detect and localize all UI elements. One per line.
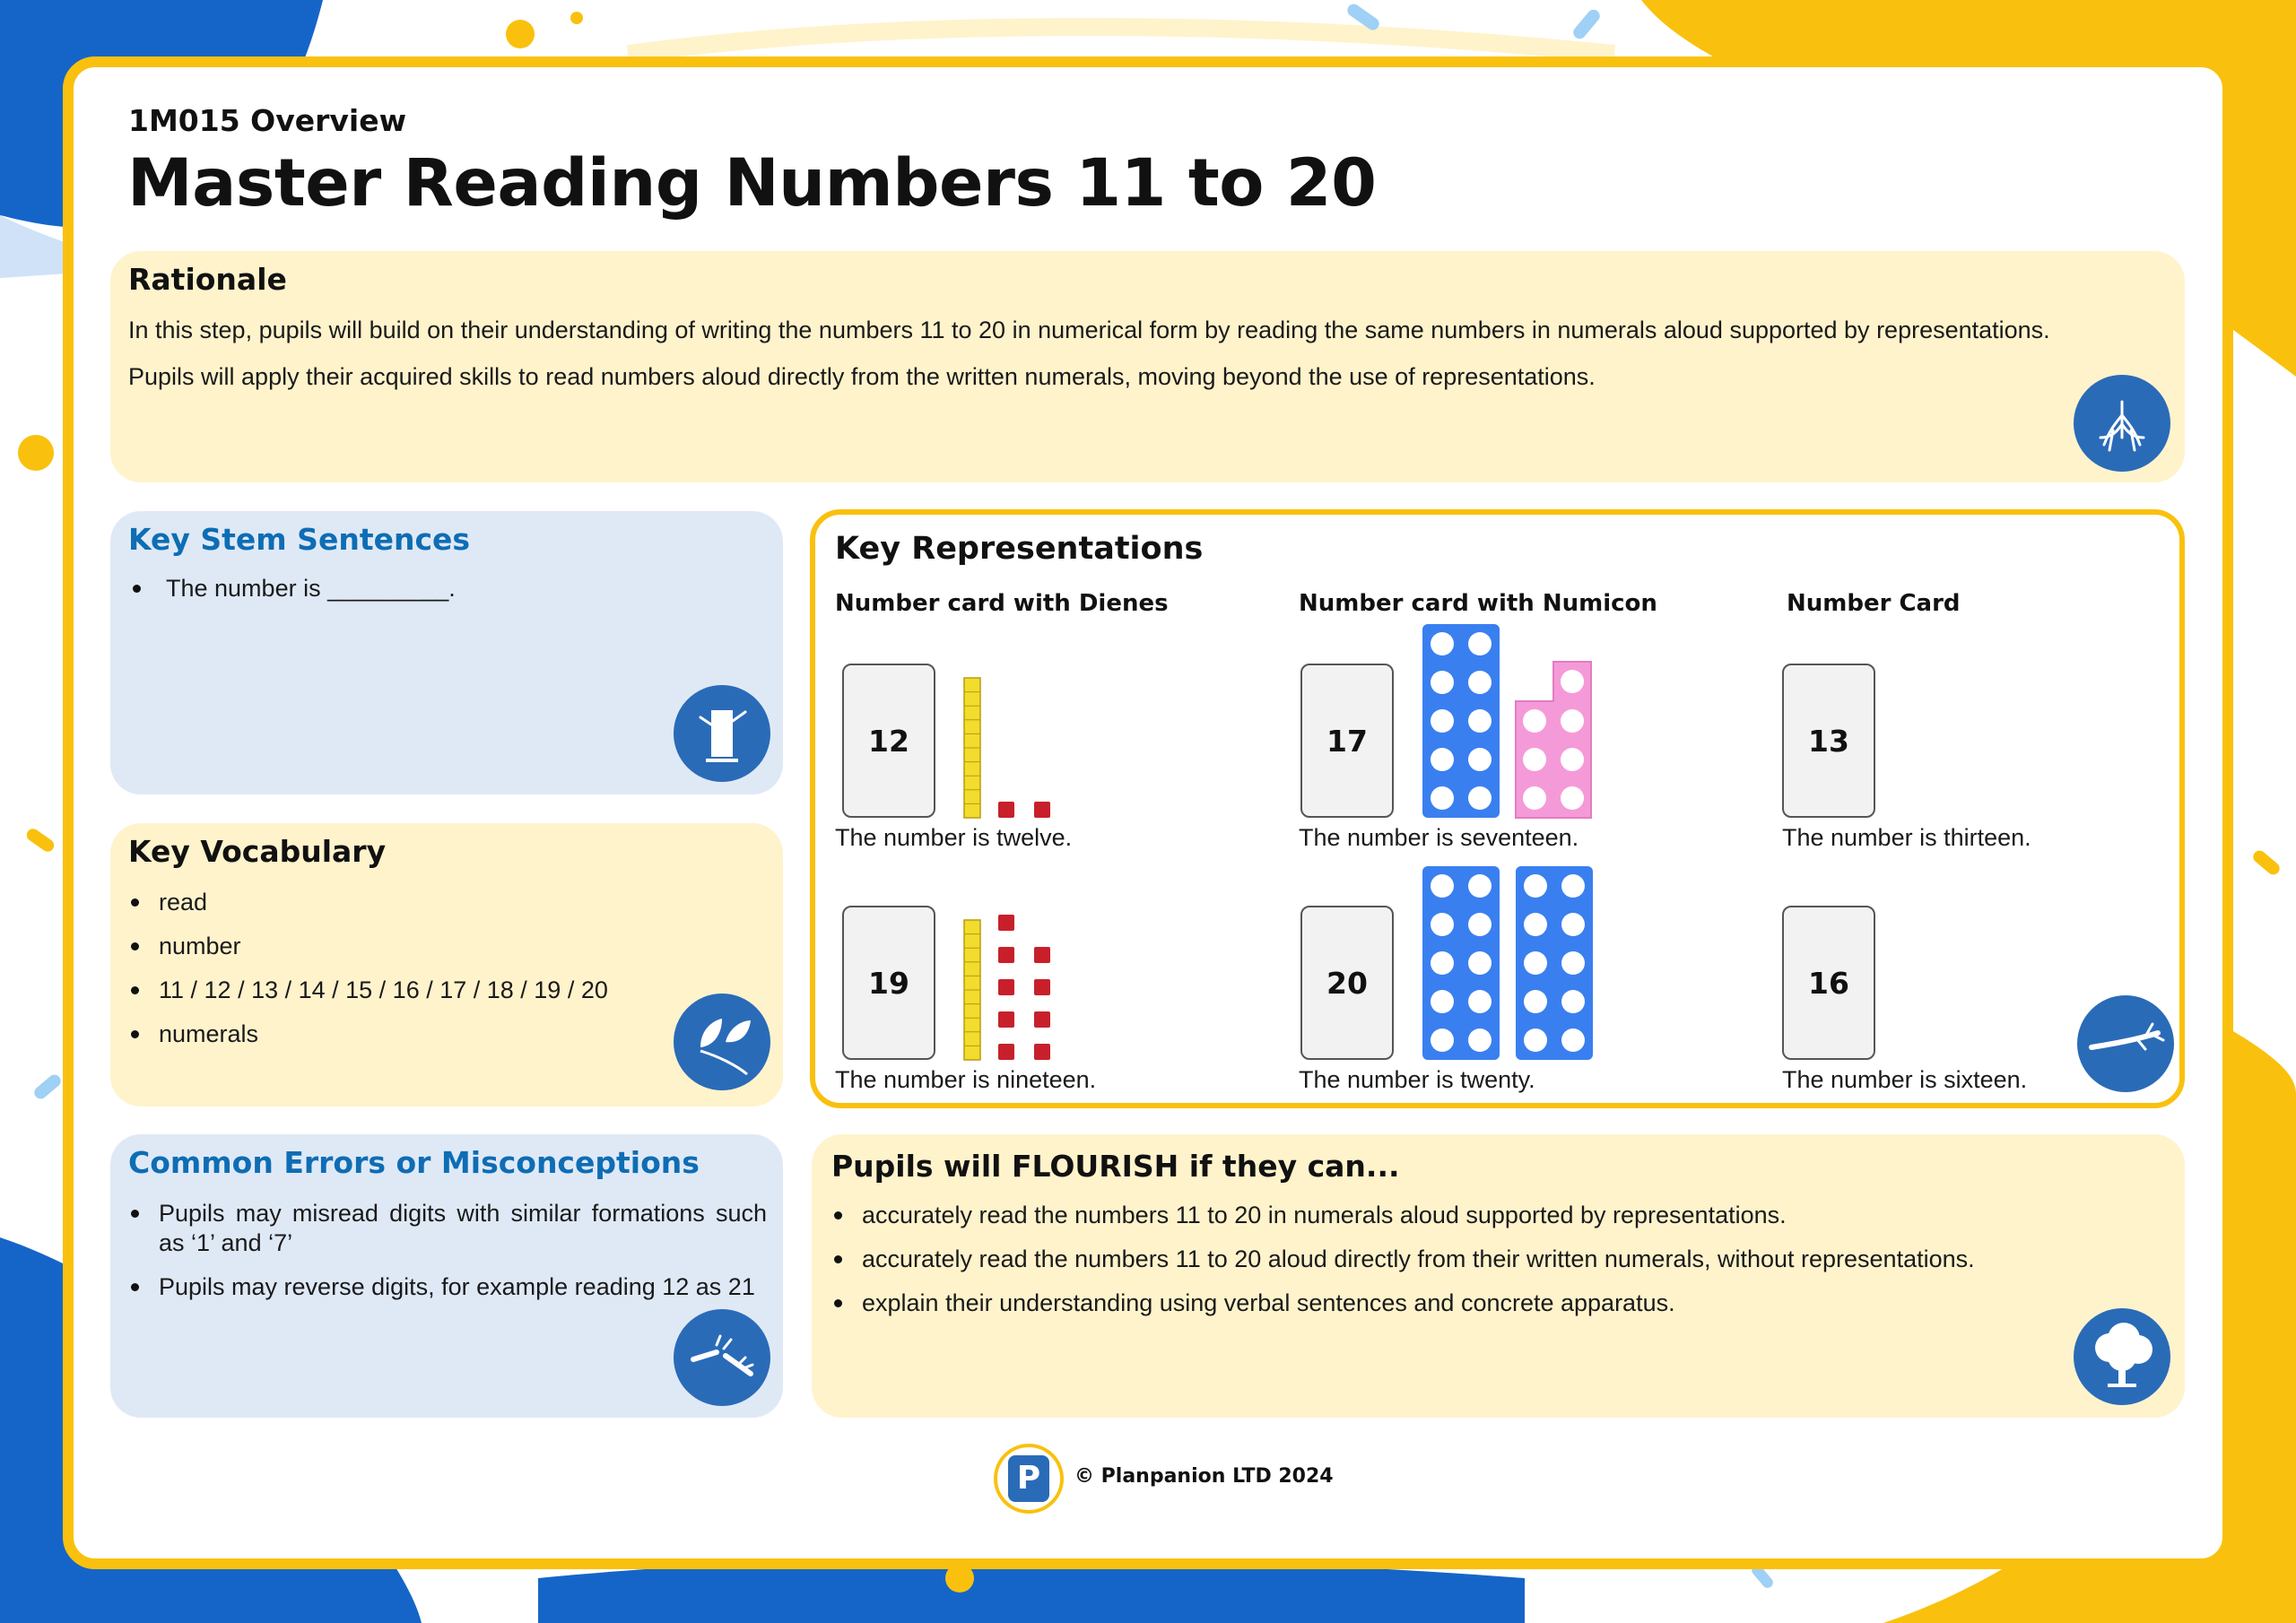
flourish-heading: Pupils will FLOURISH if they can... [831,1149,1400,1184]
list-item: Pupils may reverse digits, for example reading 12 as 21 [128,1272,767,1302]
list-item: 11 / 12 / 13 / 14 / 15 / 16 / 17 / 18 / 19 / 20 [128,976,756,1005]
planpanion-logo [994,1444,1064,1514]
misconceptions-list [128,1199,767,1316]
star-icon [2244,1184,2276,1216]
representations-heading: Key Representations [835,531,1204,567]
vocabulary-panel [110,823,783,1107]
lesson-code: 1M015 Overview [128,103,407,138]
vocabulary-list [128,888,756,1063]
column-heading-dienes: Number card with Dienes [835,590,1169,617]
numicon-seventeen [1421,622,1600,821]
list-item: number [128,932,756,961]
list-item: read [128,888,756,917]
number-card: 13 [1782,664,1875,818]
vocabulary-heading: Key Vocabulary [128,834,387,869]
list-item: accurately read the numbers 11 to 20 aloud directly from their written numerals, without representations. [831,1245,2087,1274]
representation-caption: The number is twenty. [1299,1066,1535,1093]
tree-trunk-icon [674,685,770,782]
stem-sentences-panel [110,511,783,794]
numicon-twenty [1421,864,1600,1063]
misconceptions-panel [110,1134,783,1418]
broken-branch-icon [674,1309,770,1406]
list-item: explain their understanding using verbal sentences and concrete apparatus. [831,1289,2087,1318]
number-card: 17 [1300,664,1394,818]
branch-icon [2077,995,2174,1092]
rationale-panel [110,251,2185,482]
rationale-paragraph: Pupils will apply their acquired skills to read numbers aloud directly from the written numerals, moving beyond the use of representations. [128,363,1596,390]
page-title: Master Reading Numbers 11 to 20 [127,145,1377,221]
flourish-panel [812,1134,2185,1418]
dienes-nineteen [959,915,1057,1067]
representation-caption: The number is seventeen. [1299,824,1579,851]
star-icon [18,435,54,471]
list-item: numerals [128,1020,756,1049]
list-item: accurately read the numbers 11 to 20 in numerals aloud supported by representations. [831,1201,2087,1230]
column-heading-numicon: Number card with Numicon [1299,590,1657,617]
leaves-icon [674,994,770,1090]
flourish-list [831,1201,2087,1332]
dienes-twelve [959,673,1057,825]
list-item: The number is _________. [130,574,758,603]
representation-caption: The number is nineteen. [835,1066,1097,1093]
representation-caption: The number is twelve. [835,824,1073,851]
roots-icon [2074,375,2170,472]
column-heading-number-card: Number Card [1787,590,1961,617]
copyright-text: © Planpanion LTD 2024 [1074,1465,1334,1488]
number-card: 16 [1782,906,1875,1060]
tree-icon [2074,1308,2170,1405]
rationale-paragraph: In this step, pupils will build on their understanding of writing the numbers 11 to 20 in numerical form by reading the same numbers in numerals aloud supported by representations. [128,317,2050,343]
representations-panel [810,509,2185,1108]
number-card: 20 [1300,906,1394,1060]
representation-caption: The number is sixteen. [1782,1066,2028,1093]
number-card: 19 [842,906,935,1060]
rationale-heading: Rationale [128,262,287,297]
logo-letter: P [1008,1455,1049,1502]
number-card: 12 [842,664,935,818]
star-icon [506,20,535,48]
misconceptions-heading: Common Errors or Misconceptions [128,1145,700,1180]
list-item: Pupils may misread digits with similar formations such as ‘1’ and ‘7’ [128,1199,767,1258]
representation-caption: The number is thirteen. [1782,824,2031,851]
stem-sentences-heading: Key Stem Sentences [128,522,471,557]
stem-sentences-list [130,574,758,618]
